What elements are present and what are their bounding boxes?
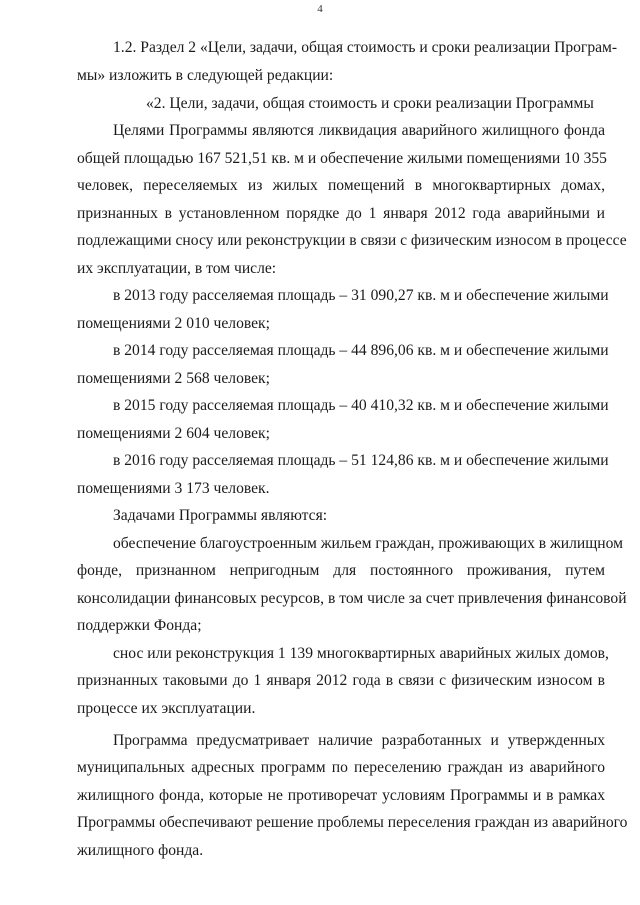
text-line: процессе их эксплуатации. [77,700,256,717]
text-line: жилищного фонда, которые не противоречат условиям Программы и в рамках [77,787,605,804]
text-line: в 2013 году расселяемая площадь – 31 090,27 кв. м и обеспечение жилыми [113,287,609,304]
text-line: признанных таковыми до 1 января 2012 года в связи с физическим износом в [77,672,605,689]
section-heading: «2. Цели, задачи, общая стоимость и сроки реализации Программы [146,95,594,112]
text-line: муниципальных адресных программ по переселению граждан из аварийного [77,759,605,776]
text-line: помещениями 2 604 человек; [77,425,270,442]
text-line: 1.2. Раздел 2 «Цели, задачи, общая стоимость и сроки реализации Програм- [113,39,618,56]
text-line: консолидации финансовых ресурсов, в том числе за счет привлечения финансовой [77,590,627,607]
text-line: Программа предусматривает наличие разработанных и утвержденных [113,732,605,749]
text-line: их эксплуатации, в том числе: [77,260,277,277]
text-line: Задачами Программы являются: [113,507,328,524]
text-line: Программы обеспечивают решение проблемы переселения граждан из аварийного [77,814,628,831]
text-line: человек, переселяемых из жилых помещений в многоквартирных домах, [77,177,605,194]
text-line: общей площадью 167 521,51 кв. м и обеспечение жилыми помещениями 10 355 [77,150,607,167]
text-line: Целями Программы являются ликвидация аварийного жилищного фонда [113,122,605,139]
text-line: фонде, признанном непригодным для постоянного проживания, путем [77,562,605,579]
text-line: мы» изложить в следующей редакции: [77,67,334,84]
text-line: в 2015 году расселяемая площадь – 40 410,32 кв. м и обеспечение жилыми [113,397,609,414]
text-line: в 2014 году расселяемая площадь – 44 896,06 кв. м и обеспечение жилыми [113,342,609,359]
text-line: в 2016 году расселяемая площадь – 51 124,86 кв. м и обеспечение жилыми [113,452,609,469]
text-line: признанных в установленном порядке до 1 января 2012 года аварийными и [77,205,605,222]
page-number: 4 [317,3,323,15]
text-line: жилищного фонда. [77,842,204,859]
text-line: помещениями 3 173 человек. [77,480,270,497]
text-line: помещениями 2 010 человек; [77,315,270,332]
text-line: обеспечение благоустроенным жильем граждан, проживающих в жилищном [113,535,623,552]
text-line: поддержки Фонда; [77,617,202,634]
text-line: снос или реконструкция 1 139 многоквартирных аварийных жилых домов, [113,645,609,662]
text-line: подлежащими сносу или реконструкции в связи с физическим износом в процессе [77,232,627,249]
text-line: помещениями 2 568 человек; [77,370,270,387]
